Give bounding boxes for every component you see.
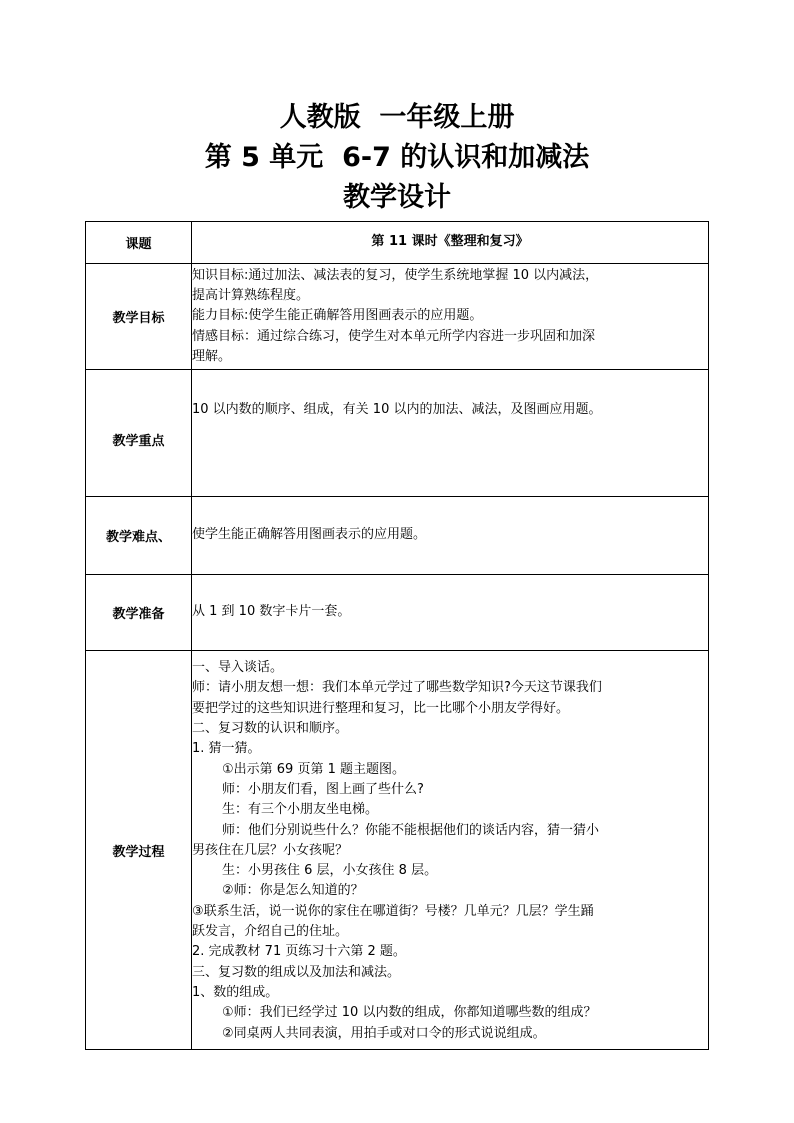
- process-line: 生：有三个小朋友坐电梯。: [222, 802, 379, 818]
- goals-line: 情感目标：通过综合练习，使学生对本单元所学内容进一步巩固和加深: [192, 328, 596, 344]
- process-line: 二、复习数的认识和顺序。: [192, 721, 349, 737]
- process-line: ①出示第 69 页第 1 题主题图。: [222, 761, 405, 777]
- process-line: 三、复习数的组成以及加法和减法。: [192, 964, 401, 980]
- table-row-goals: [86, 264, 709, 370]
- process-line: 2. 完成教材 71 页练习十六第 2 题。: [192, 944, 406, 960]
- process-line: 一、导入谈话。: [192, 660, 284, 676]
- goals-line: 能力目标:使学生能正确解答用图画表示的应用题。: [192, 308, 483, 324]
- table-row-header: [86, 222, 709, 264]
- goals-label: 教学目标: [86, 264, 192, 370]
- table-row-preparation: [86, 575, 709, 651]
- process-line: 1. 猜一猜。: [192, 741, 261, 757]
- process-line: 跃发言，介绍自己的住址。: [192, 924, 349, 940]
- title-line-1: 人教版 一年级上册: [279, 102, 515, 133]
- key-points-label: [86, 370, 192, 497]
- key-points-label-text: 教学重点: [112, 433, 165, 449]
- process-line: 男孩住在几层？小女孩呢？: [192, 842, 349, 858]
- difficulties-content: 使学生能正确解答用图画表示的应用题。: [192, 497, 709, 575]
- process-line: 要把学过的这些知识进行整理和复习，比一比哪个小朋友学得好。: [192, 700, 570, 716]
- goals-content: [192, 264, 709, 370]
- process-content: [192, 651, 709, 1050]
- process-line: ③联系生活，说一说你的家住在哪道街？号楼？几单元？几层？学生踊: [192, 903, 594, 919]
- preparation-content: 从 1 到 10 数字卡片一套。: [192, 575, 709, 651]
- process-line: ①师：我们已经学过 10 以内数的组成，你都知道哪些数的组成？: [222, 1005, 597, 1021]
- key-points-content: 10 以内数的顺序、组成，有关 10 以内的加法、减法，及图画应用题。: [192, 370, 709, 497]
- title-line-3: 教学设计: [343, 182, 451, 213]
- process-line: ②同桌两人共同表演，用拍手或对口令的形式说说组成。: [222, 1025, 546, 1041]
- goals-line: 理解。: [192, 348, 232, 364]
- process-line: ②师：你是怎么知道的？: [222, 883, 364, 899]
- lesson-plan-table: [85, 221, 709, 1050]
- header-label: 课题: [86, 222, 192, 264]
- document-title: [0, 98, 794, 218]
- table-row-key-points: [86, 370, 709, 497]
- goals-line: 知识目标:通过加法、减法表的复习，使学生系统地掌握 10 以内减法，: [192, 267, 599, 283]
- table-row-process: [86, 651, 709, 1050]
- process-line: 1、数的组成。: [192, 984, 279, 1000]
- process-line: 师：小朋友们看，图上画了些什么?: [222, 781, 424, 797]
- goals-line: 提高计算熟练程度。: [192, 288, 310, 304]
- lesson-topic: 第 11 课时《整理和复习》: [192, 222, 709, 264]
- preparation-label: 教学准备: [86, 575, 192, 651]
- process-label: 教学过程: [86, 651, 192, 1050]
- table-row-difficulties: [86, 497, 709, 575]
- difficulties-label: 教学难点、: [86, 497, 192, 575]
- process-line: 生：小男孩住 6 层，小女孩住 8 层。: [222, 863, 438, 879]
- title-line-2: 第 5 单元 6-7 的认识和加减法: [204, 142, 590, 173]
- process-line: 师：请小朋友想一想：我们本单元学过了哪些数学知识?今天这节课我们: [192, 680, 602, 696]
- process-line: 师：他们分别说些什么？你能不能根据他们的谈话内容，猜一猜小: [222, 822, 600, 838]
